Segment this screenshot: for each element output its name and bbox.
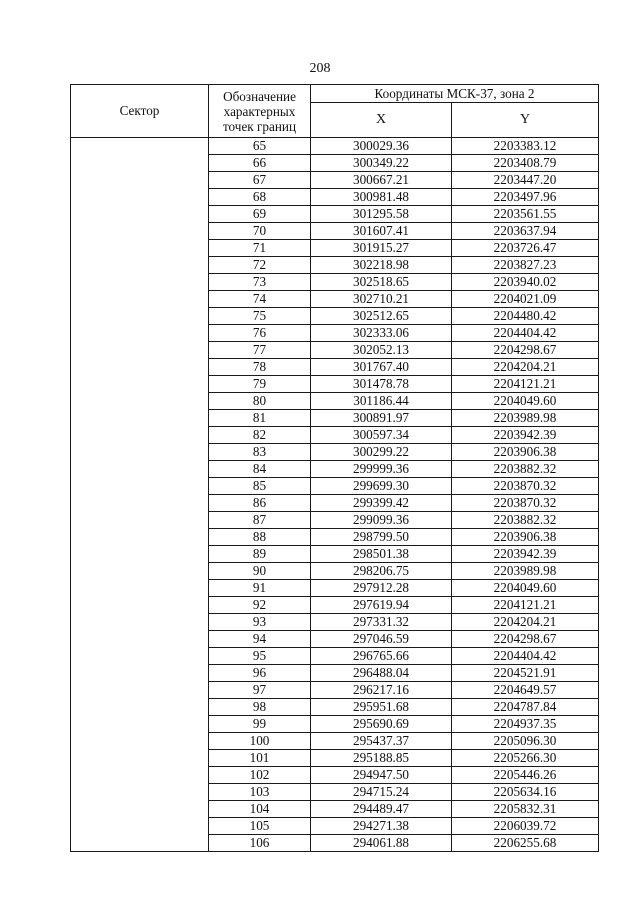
point-number-cell: 86 [209,495,311,512]
x-coordinate-cell: 302710.21 [311,291,452,308]
x-coordinate-cell: 299399.42 [311,495,452,512]
x-coordinate-cell: 300667.21 [311,172,452,189]
point-number-cell: 97 [209,682,311,699]
x-coordinate-cell: 300029.36 [311,138,452,155]
point-number-cell: 104 [209,801,311,818]
point-header-line: точек границ [222,118,297,134]
point-number-cell: 96 [209,665,311,682]
x-coordinate-cell: 300299.22 [311,444,452,461]
x-coordinate-cell: 299999.36 [311,461,452,478]
point-number-cell: 78 [209,359,311,376]
y-coordinate-cell: 2203870.32 [452,495,599,512]
point-number-cell: 72 [209,257,311,274]
point-number-cell: 88 [209,529,311,546]
x-coordinate-cell: 295437.37 [311,733,452,750]
x-coordinate-cell: 294489.47 [311,801,452,818]
point-number-cell: 92 [209,597,311,614]
y-coordinate-cell: 2203940.02 [452,274,599,291]
x-coordinate-cell: 302512.65 [311,308,452,325]
point-number-cell: 85 [209,478,311,495]
x-coordinate-cell: 297046.59 [311,631,452,648]
coordinates-group-header: Координаты МСК-37, зона 2 [311,85,599,103]
y-coordinate-cell: 2203942.39 [452,427,599,444]
point-number-cell: 94 [209,631,311,648]
sector-cell [71,138,209,852]
y-coordinate-cell: 2204404.42 [452,648,599,665]
point-header-line: Обозначение [223,88,296,104]
y-coordinate-cell: 2205832.31 [452,801,599,818]
y-coordinate-cell: 2203906.38 [452,529,599,546]
point-number-cell: 82 [209,427,311,444]
point-number-cell: 70 [209,223,311,240]
point-designation-header [209,85,311,138]
y-coordinate-cell: 2203637.94 [452,223,599,240]
point-number-cell: 75 [209,308,311,325]
x-coordinate-cell: 301767.40 [311,359,452,376]
y-coordinate-cell: 2204204.21 [452,614,599,631]
y-coordinate-cell: 2204937.35 [452,716,599,733]
point-number-cell: 99 [209,716,311,733]
x-coordinate-cell: 302333.06 [311,325,452,342]
x-coordinate-cell: 301295.58 [311,206,452,223]
x-coordinate-cell: 295690.69 [311,716,452,733]
point-number-cell: 106 [209,835,311,852]
point-number-cell: 66 [209,155,311,172]
x-coordinate-cell: 302518.65 [311,274,452,291]
x-coordinate-cell: 302218.98 [311,257,452,274]
x-coordinate-cell: 301478.78 [311,376,452,393]
x-coordinate-cell: 298206.75 [311,563,452,580]
y-coordinate-cell: 2203408.79 [452,155,599,172]
point-number-cell: 73 [209,274,311,291]
point-number-cell: 93 [209,614,311,631]
x-coordinate-cell: 300891.97 [311,410,452,427]
y-coordinate-cell: 2203882.32 [452,461,599,478]
y-coordinate-cell: 2203447.20 [452,172,599,189]
point-number-cell: 103 [209,784,311,801]
x-coordinate-cell: 301915.27 [311,240,452,257]
x-coordinate-cell: 294715.24 [311,784,452,801]
x-coordinate-cell: 300349.22 [311,155,452,172]
x-coordinate-cell: 296488.04 [311,665,452,682]
point-number-cell: 95 [209,648,311,665]
x-coordinate-cell: 296765.66 [311,648,452,665]
point-number-cell: 71 [209,240,311,257]
y-coordinate-cell: 2205266.30 [452,750,599,767]
x-coordinate-cell: 300597.34 [311,427,452,444]
y-coordinate-cell: 2203882.32 [452,512,599,529]
point-number-cell: 83 [209,444,311,461]
y-coordinate-cell: 2204787.84 [452,699,599,716]
y-coordinate-cell: 2203383.12 [452,138,599,155]
x-header: X [311,103,452,138]
point-header-line: характерных [223,103,296,119]
x-coordinate-cell: 299699.30 [311,478,452,495]
point-number-cell: 81 [209,410,311,427]
x-coordinate-cell: 297619.94 [311,597,452,614]
point-number-cell: 67 [209,172,311,189]
y-coordinate-cell: 2204298.67 [452,342,599,359]
point-number-cell: 87 [209,512,311,529]
y-coordinate-cell: 2203942.39 [452,546,599,563]
y-header: Y [452,103,599,138]
point-number-cell: 91 [209,580,311,597]
point-number-cell: 68 [209,189,311,206]
point-number-cell: 65 [209,138,311,155]
point-number-cell: 98 [209,699,311,716]
x-coordinate-cell: 298501.38 [311,546,452,563]
y-coordinate-cell: 2203906.38 [452,444,599,461]
point-number-cell: 79 [209,376,311,393]
point-number-cell: 100 [209,733,311,750]
x-coordinate-cell: 300981.48 [311,189,452,206]
y-coordinate-cell: 2204298.67 [452,631,599,648]
y-coordinate-cell: 2204121.21 [452,597,599,614]
x-coordinate-cell: 296217.16 [311,682,452,699]
coordinates-table [70,84,599,852]
y-coordinate-cell: 2205096.30 [452,733,599,750]
point-number-cell: 80 [209,393,311,410]
x-coordinate-cell: 294061.88 [311,835,452,852]
y-coordinate-cell: 2204480.42 [452,308,599,325]
x-coordinate-cell: 297331.32 [311,614,452,631]
y-coordinate-cell: 2204521.91 [452,665,599,682]
x-coordinate-cell: 295951.68 [311,699,452,716]
sector-header: Сектор [71,85,209,138]
y-coordinate-cell: 2203561.55 [452,206,599,223]
y-coordinate-cell: 2205634.16 [452,784,599,801]
y-coordinate-cell: 2204404.42 [452,325,599,342]
point-number-cell: 74 [209,291,311,308]
y-coordinate-cell: 2203989.98 [452,410,599,427]
y-coordinate-cell: 2204049.60 [452,580,599,597]
y-coordinate-cell: 2203726.47 [452,240,599,257]
x-coordinate-cell: 301186.44 [311,393,452,410]
x-coordinate-cell: 299099.36 [311,512,452,529]
page-number: 208 [309,61,331,76]
y-coordinate-cell: 2204049.60 [452,393,599,410]
y-coordinate-cell: 2203989.98 [452,563,599,580]
y-coordinate-cell: 2204121.21 [452,376,599,393]
point-number-cell: 76 [209,325,311,342]
point-number-cell: 77 [209,342,311,359]
point-number-cell: 89 [209,546,311,563]
table-row [71,138,599,155]
y-coordinate-cell: 2206255.68 [452,835,599,852]
y-coordinate-cell: 2203497.96 [452,189,599,206]
point-number-cell: 105 [209,818,311,835]
y-coordinate-cell: 2204021.09 [452,291,599,308]
y-coordinate-cell: 2206039.72 [452,818,599,835]
point-number-cell: 90 [209,563,311,580]
x-coordinate-cell: 298799.50 [311,529,452,546]
x-coordinate-cell: 302052.13 [311,342,452,359]
x-coordinate-cell: 301607.41 [311,223,452,240]
point-number-cell: 101 [209,750,311,767]
y-coordinate-cell: 2205446.26 [452,767,599,784]
y-coordinate-cell: 2204649.57 [452,682,599,699]
point-number-cell: 102 [209,767,311,784]
x-coordinate-cell: 295188.85 [311,750,452,767]
point-number-cell: 84 [209,461,311,478]
y-coordinate-cell: 2204204.21 [452,359,599,376]
y-coordinate-cell: 2203870.32 [452,478,599,495]
x-coordinate-cell: 294271.38 [311,818,452,835]
x-coordinate-cell: 294947.50 [311,767,452,784]
x-coordinate-cell: 297912.28 [311,580,452,597]
point-number-cell: 69 [209,206,311,223]
coordinates-rows [71,138,599,852]
y-coordinate-cell: 2203827.23 [452,257,599,274]
